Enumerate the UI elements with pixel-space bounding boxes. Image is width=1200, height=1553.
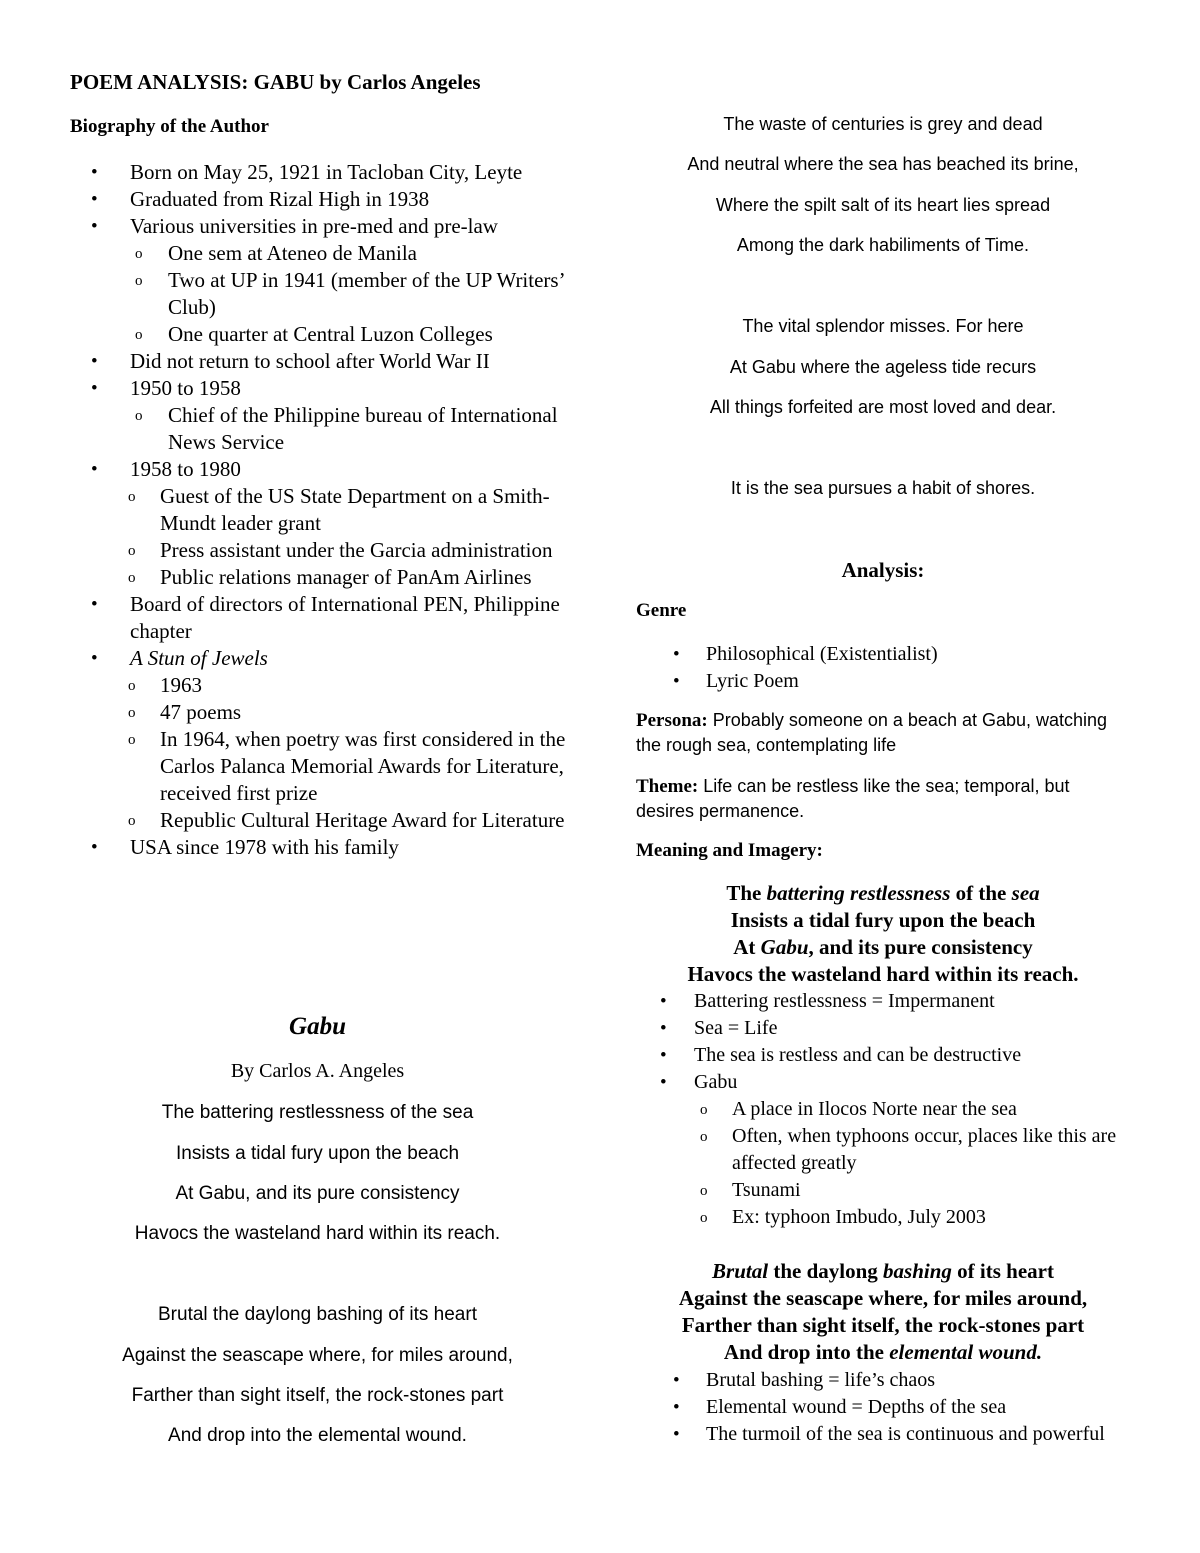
poem-line: At Gabu where the ageless tide recurs — [729, 357, 1037, 377]
poem-title: Gabu — [289, 1013, 346, 1040]
biography-heading: Biography of the Author — [70, 116, 269, 137]
list-item-text: Various universities in pre-med and pre-law — [130, 214, 498, 238]
stanza-line: Havocs the wasteland hard within its reach. — [687, 962, 1079, 986]
poem-line: The vital splendor misses. For here — [742, 316, 1024, 336]
stanza-line: Farther than sight itself, the rock-stones part — [681, 1313, 1085, 1337]
stanza-line: Brutal the daylong bashing of its heart — [712, 1259, 1054, 1283]
list-item: • Board of directors of International PEN, Philippine chapter — [70, 591, 570, 645]
sub-list-item: o 1963 — [130, 672, 570, 699]
meaning-heading: Meaning and Imagery: — [636, 840, 823, 861]
list-item: • Philosophical (Existentialist) — [636, 641, 1136, 668]
sub-list-item: o Public relations manager of PanAm Airlines — [130, 564, 570, 591]
list-item — [70, 645, 570, 834]
sub-list-item: o In 1964, when poetry was first considered in the Carlos Palanca Memorial Awards for Literature, received first prize — [130, 726, 570, 807]
list-item: • Lyric Poem — [636, 668, 1136, 695]
stanza2-points — [636, 1367, 1136, 1448]
sub-list-item: o Tsunami — [694, 1177, 1136, 1204]
list-item: • Graduated from Rizal High in 1938 — [70, 186, 570, 213]
list-item: • Brutal bashing = life’s chaos — [636, 1367, 1136, 1394]
sub-list-item: o Ex: typhoon Imbudo, July 2003 — [694, 1204, 1136, 1231]
list-item: • USA since 1978 with his family — [70, 834, 570, 861]
poem-line: The battering restlessness of the sea — [161, 1102, 474, 1123]
persona-text: Probably someone on a beach at Gabu, watching the rough sea, contemplating life — [636, 710, 1108, 755]
stanza-line: Insists a tidal fury upon the beach — [730, 908, 1036, 932]
list-item: • The sea is restless and can be destructive — [636, 1042, 1136, 1069]
list-item — [70, 213, 570, 348]
stanza-line: Against the seascape where, for miles around, — [678, 1286, 1088, 1310]
poem-line: Farther than sight itself, the rock-stones part — [131, 1385, 504, 1406]
poem-byline: By Carlos A. Angeles — [230, 1060, 405, 1082]
sub-list-item: o Press assistant under the Garcia administration — [130, 537, 570, 564]
poem-line: Brutal the daylong bashing of its heart — [158, 1304, 477, 1325]
list-item-text: 1950 to 1958 — [130, 376, 241, 400]
poem-line: Insists a tidal fury upon the beach — [175, 1143, 460, 1164]
persona-label: Persona: — [636, 710, 708, 731]
quoted-stanza-2 — [636, 1258, 1130, 1366]
genre-list — [636, 641, 1136, 695]
biography-list — [70, 159, 570, 861]
genre-heading: Genre — [636, 600, 687, 621]
poem-line: And drop into the elemental wound. — [168, 1425, 467, 1446]
persona-paragraph — [636, 708, 1131, 758]
theme-text: Life can be restless like the sea; temporal, but desires permanence. — [636, 776, 1070, 821]
poem-line: Where the spilt salt of its heart lies spread — [715, 195, 1051, 215]
list-item — [636, 1069, 1136, 1231]
theme-paragraph — [636, 774, 1131, 824]
poem-line: At Gabu, and its pure consistency — [175, 1183, 460, 1204]
sub-list-item: o One sem at Ateneo de Manila — [130, 240, 570, 267]
quoted-stanza-1 — [636, 880, 1130, 988]
poem-line: And neutral where the sea has beached its brine, — [687, 154, 1079, 174]
stanza-line: And drop into the elemental wound. — [723, 1340, 1043, 1364]
list-item: • Sea = Life — [636, 1015, 1136, 1042]
sub-list-item: o Often, when typhoons occur, places like this are affected greatly — [694, 1123, 1136, 1177]
poem-line: Among the dark habiliments of Time. — [736, 235, 1030, 255]
poem-line: The waste of centuries is grey and dead — [723, 114, 1043, 134]
analysis-heading: Analysis: — [841, 558, 925, 582]
list-item — [70, 456, 570, 591]
sub-list-item: o 47 poems — [130, 699, 570, 726]
list-item: • Battering restlessness = Impermanent — [636, 988, 1136, 1015]
stanza-line: At Gabu, and its pure consistency — [733, 935, 1033, 959]
list-item: • The turmoil of the sea is continuous and powerful — [636, 1421, 1136, 1448]
sub-list-item: o Guest of the US State Department on a Smith-Mundt leader grant — [130, 483, 570, 537]
sub-list-item: o A place in Ilocos Norte near the sea — [694, 1096, 1136, 1123]
sub-list-item: o Republic Cultural Heritage Award for Literature — [130, 807, 570, 834]
list-item-text: Gabu — [694, 1071, 738, 1093]
sub-list-item: o Two at UP in 1941 (member of the UP Writers’ Club) — [130, 267, 570, 321]
list-item: • Elemental wound = Depths of the sea — [636, 1394, 1136, 1421]
poem-line: Against the seascape where, for miles around, — [122, 1345, 513, 1366]
stanza1-points — [636, 988, 1136, 1231]
list-item: • Born on May 25, 1921 in Tacloban City, Leyte — [70, 159, 570, 186]
poem-line: All things forfeited are most loved and dear. — [709, 397, 1057, 417]
sub-list-item: o Chief of the Philippine bureau of International News Service — [130, 402, 570, 456]
theme-label: Theme: — [636, 776, 699, 797]
stanza-line: The battering restlessness of the sea — [726, 881, 1040, 905]
list-item — [70, 375, 570, 456]
page-title: POEM ANALYSIS: GABU by Carlos Angeles — [70, 70, 481, 94]
list-item: • Did not return to school after World War II — [70, 348, 570, 375]
sub-list-item: o One quarter at Central Luzon Colleges — [130, 321, 570, 348]
poem-line: Havocs the wasteland hard within its reach. — [134, 1223, 501, 1244]
list-item-text: 1958 to 1980 — [130, 457, 241, 481]
book-title: A Stun of Jewels — [130, 646, 268, 670]
poem-last-line: It is the sea pursues a habit of shores. — [730, 478, 1036, 498]
